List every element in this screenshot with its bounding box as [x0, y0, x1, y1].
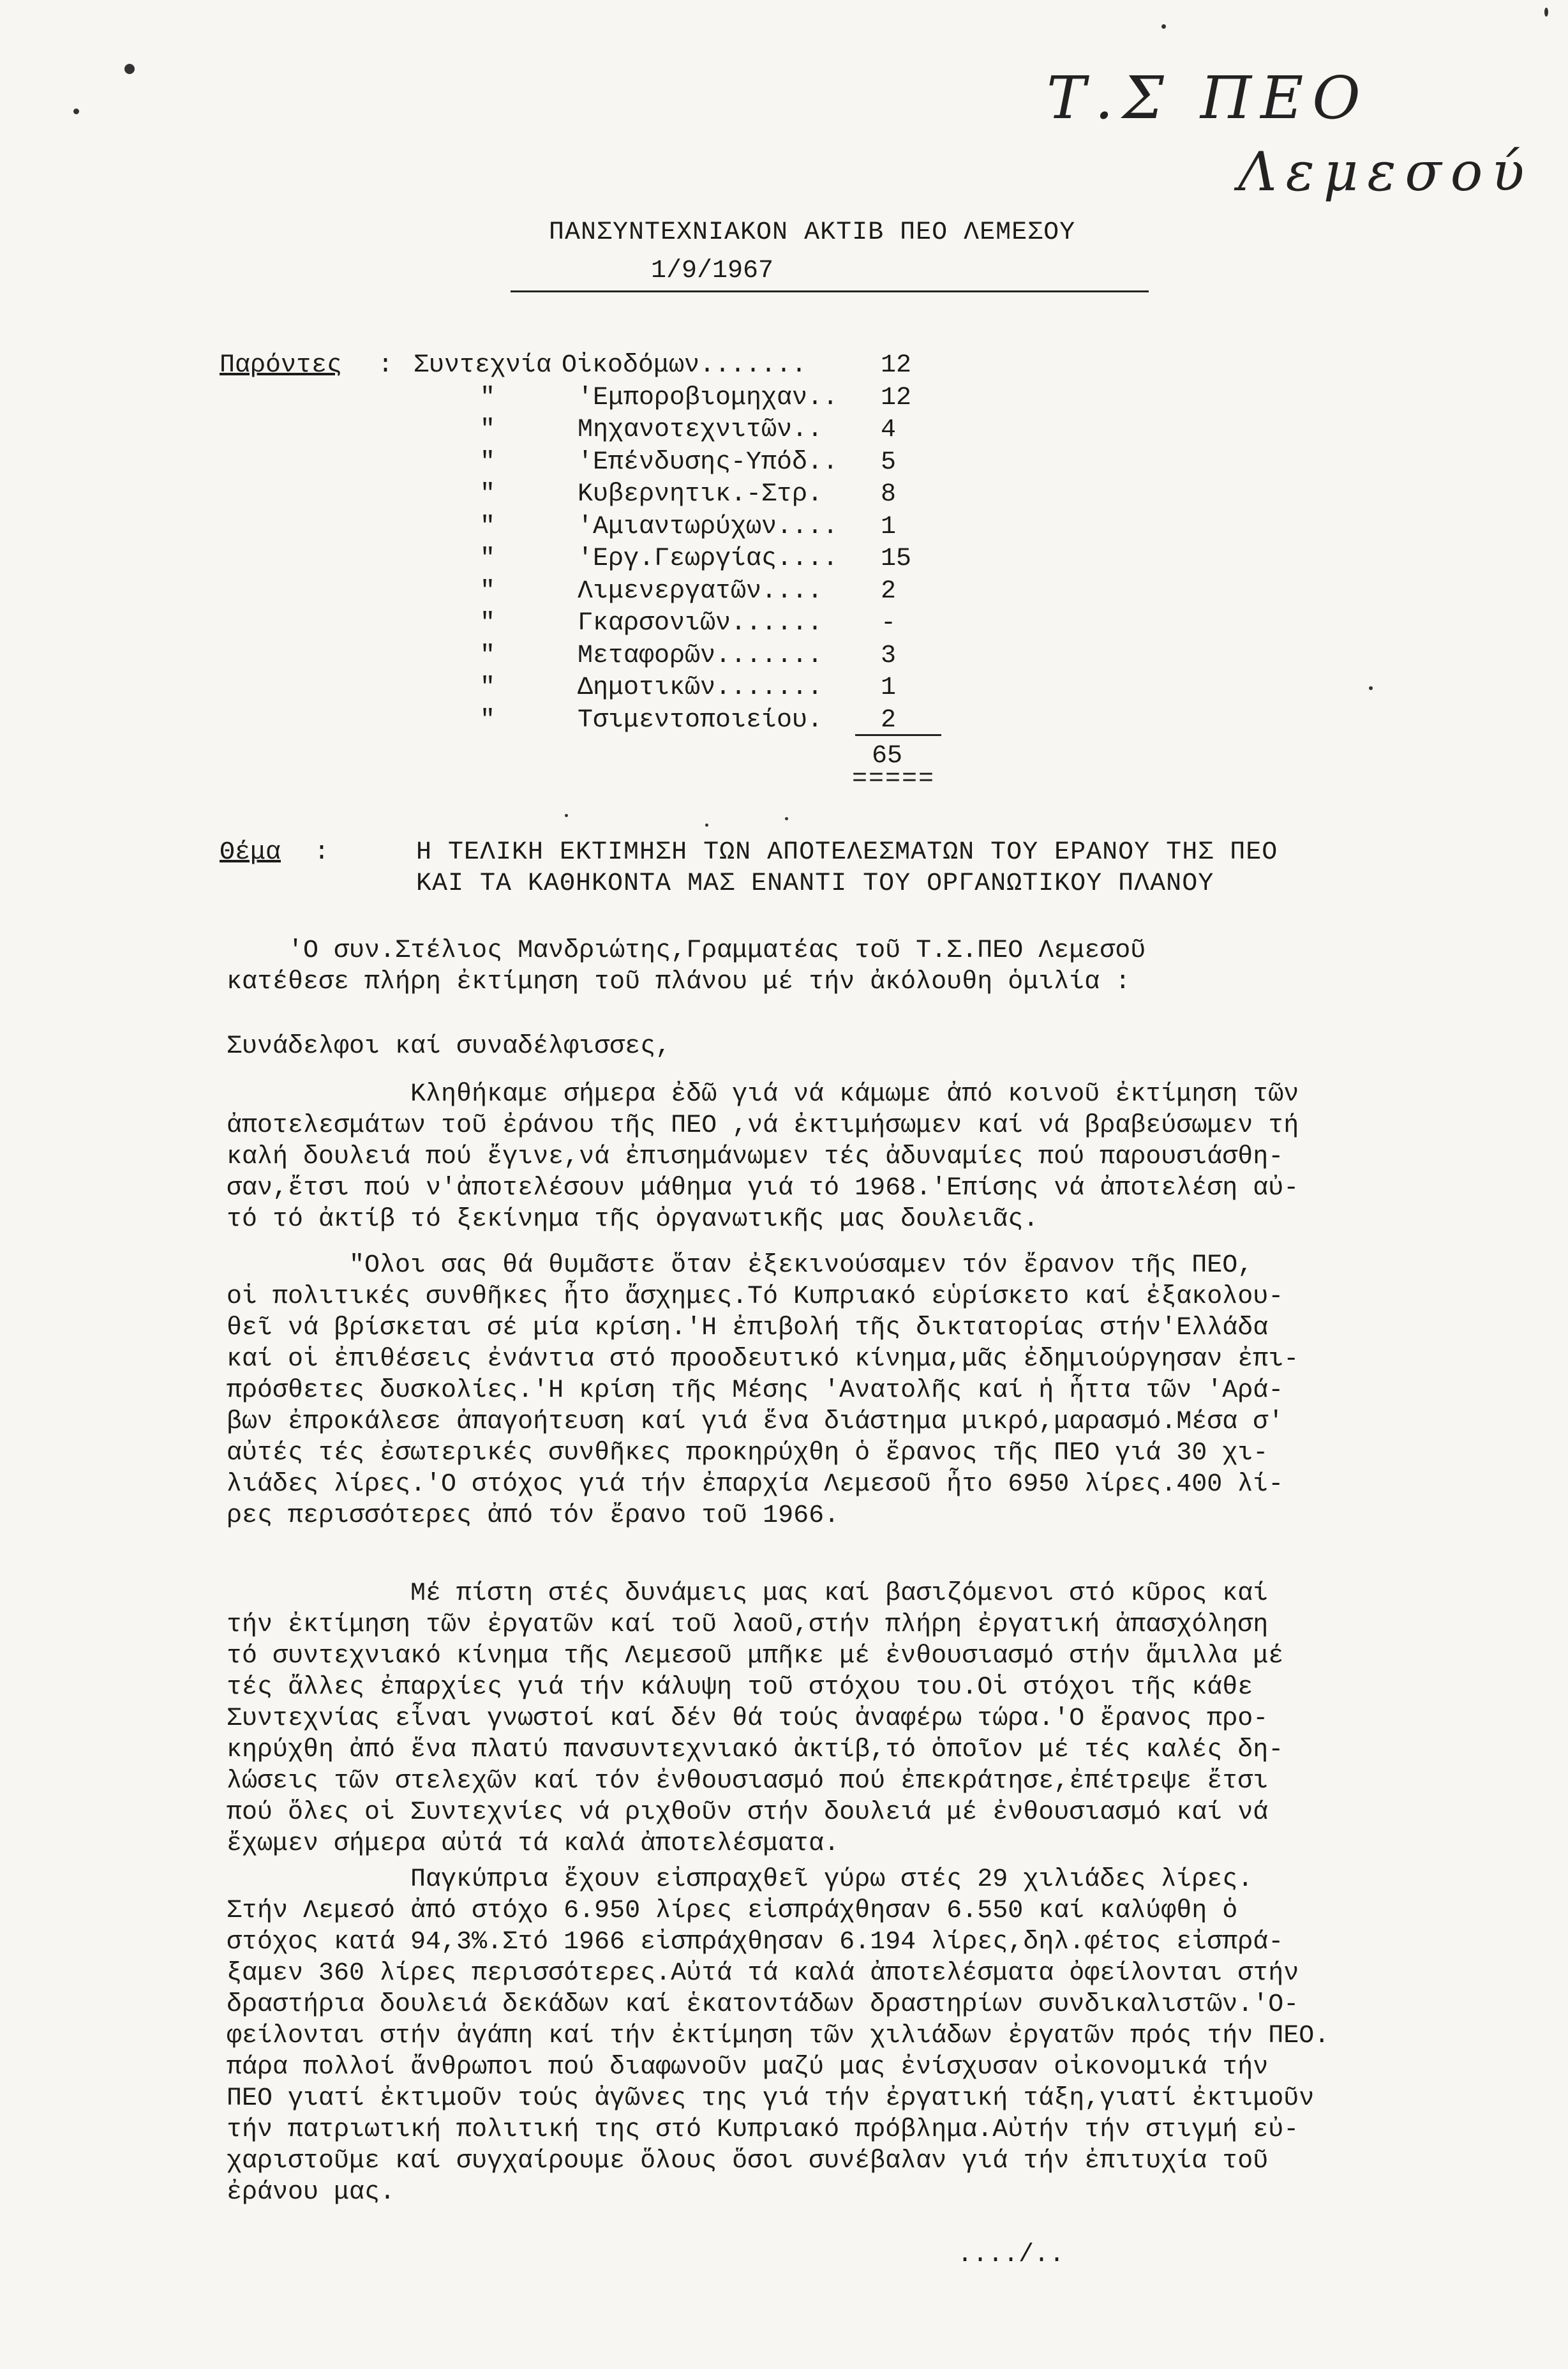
handwritten-note-line1: Τ.Σ ΠΕΟ [1047, 64, 1370, 132]
paragraph-line: τήν ἐκτίμηση τῶν ἐργατῶν καί τοῦ λαοῦ,στήν πλήρη ἐργατική ἀπασχόληση [227, 1611, 1269, 1639]
paragraph-line: οἱ πολιτικές συνθῆκες ἦτο ἄσχημες.Τό Κυπριακό εὑρίσκετο καί ἐξακολου- [227, 1282, 1284, 1311]
union-count: 12 [881, 351, 912, 380]
ditto-mark: " [480, 641, 496, 670]
union-count: 1 [881, 673, 897, 702]
union-count: - [881, 609, 897, 638]
body-paragraph-2 [227, 1250, 1452, 1531]
attendance-total: 65 [872, 742, 903, 771]
union-name: Μεταφορῶν....... [578, 641, 823, 670]
intro-line: 'Ο συν.Στέλιος Μανδριώτης,Γραμματέας τοῦ Τ.Σ.ΠΕΟ Λεμεσοῦ [227, 936, 1146, 965]
greeting [227, 1031, 1452, 1062]
union-count: 12 [881, 383, 912, 412]
paragraph-line: ρες περισσότερες ἀπό τόν ἔρανο τοῦ 1966. [227, 1501, 840, 1530]
document-title: ΠΑΝΣΥΝΤΕΧΝΙΑΚΟΝ ΑΚΤΙΒ ΠΕΟ ΛΕΜΕΣΟΥ [549, 218, 1076, 247]
paragraph-line: Μέ πίστη στές δυνάμεις μας καί βασιζόμενοι στό κῦρος καί [227, 1579, 1269, 1608]
union-count: 2 [881, 705, 897, 735]
scan-speck [1161, 24, 1166, 29]
union-count: 4 [881, 416, 897, 444]
paragraph-line: πού ὅλες οἱ Συντεχνίες νά ριχθοῦν στήν δουλειά μέ ἐνθουσιασμό καί νά [227, 1798, 1269, 1827]
date-underline [511, 290, 1149, 292]
theme-line-2: ΚΑΙ ΤΑ ΚΑΘΗΚΟΝΤΑ ΜΑΣ ΕΝΑΝΤΙ ΤΟΥ ΟΡΓΑΝΩΤΙΚΟΥ ΠΛΑΝΟΥ [416, 869, 1214, 898]
paragraph-line: καί οἱ ἐπιθέσεις ἐνάντια στό προοδευτικό κίνημα,μᾶς ἐδημιούργησαν ἐπι- [227, 1345, 1299, 1374]
union-name: Δημοτικῶν....... [578, 673, 823, 702]
paragraph-line: στόχος κατά 94,3%.Στό 1966 εἰσπράχθησαν 6.194 λίρες,δηλ.φέτος εἰσπρά- [227, 1928, 1284, 1957]
union-name: Μηχανοτεχνιτῶν.. [578, 416, 823, 444]
continuation-mark: ..../.. [957, 2241, 1065, 2269]
paragraph-line: φείλονται στήν ἀγάπη καί τήν ἐκτίμηση τῶν χιλιάδων ἐργατῶν πρός τήν ΠΕΟ. [227, 2022, 1330, 2050]
paragraph-line: βων ἐπροκάλεσε ἀπαγοήτευση καί γιά ἕνα διάστημα μικρό,μαρασμό.Μέσα σ' [227, 1408, 1284, 1436]
paragraph-line: χαριστοῦμε καί συγχαίρουμε ὅλους ὅσοι συνέβαλαν γιά τήν ἐπιτυχία τοῦ [227, 2147, 1269, 2176]
paragraph-line: λιάδες λίρες.'Ο στόχος γιά τήν ἐπαρχία Λεμεσοῦ ἦτο 6950 λίρες.400 λί- [227, 1470, 1284, 1499]
union-name: Τσιμεντοποιείου. [578, 705, 823, 735]
paragraph-line: κηρύχθη ἀπό ἕνα πλατύ πανσυντεχνιακό ἀκτίβ,τό ὁποῖον μέ τές καλές δη- [227, 1736, 1284, 1764]
ditto-mark: " [480, 673, 496, 702]
paragraph-line: Κληθήκαμε σήμερα ἐδῶ γιά νά κάμωμε ἀπό κοινοῦ ἐκτίμηση τῶν [227, 1080, 1299, 1109]
scan-speck [124, 64, 135, 74]
paragraph-line: τό τό ἀκτίβ τό ξεκίνημα τῆς ὀργανωτικῆς μας δουλειᾶς. [227, 1205, 1039, 1234]
paragraph-line: τό συντεχνιακό κίνημα τῆς Λεμεσοῦ μπῆκε μέ ἐνθουσιασμό στήν ἅμιλλα μέ [227, 1642, 1284, 1671]
ditto-mark: " [480, 609, 496, 638]
paragraph-line: ξαμεν 360 λίρες περισσότερες.Αὐτά τά καλά ἀποτελέσματα ὀφείλονται στήν [227, 1959, 1299, 1988]
theme-label: Θέμα [220, 838, 281, 867]
union-count: 5 [881, 447, 897, 477]
paragraph-line: δραστήρια δουλειά δεκάδων καί ἑκατοντάδων δραστηρίων συνδικαλιστῶν.'Ο- [227, 1990, 1299, 2019]
total-rule [855, 734, 941, 736]
ditto-mark: " [480, 383, 496, 412]
ditto-mark: " [480, 480, 496, 509]
union-name: 'Επένδυσης-Υπόδ.. [578, 447, 839, 477]
union-count: 15 [881, 545, 912, 573]
union-name: 'Εργ.Γεωργίας.... [578, 545, 839, 573]
scan-speck [705, 824, 708, 827]
body-paragraph-1 [227, 1079, 1452, 1235]
scan-speck [1369, 686, 1373, 690]
union-name: 'Εμποροβιομηχαν.. [578, 383, 839, 412]
paragraph-line: πρόσθετες δυσκολίες.'Η κρίση τῆς Μέσης 'Ανατολῆς καί ἡ ἧττα τῶν 'Αρά- [227, 1376, 1284, 1405]
paragraph-line: λώσεις τῶν στελεχῶν καί τόν ἐνθουσιασμό πού ἐπεκράτησε,ἐπέτρεψε ἔτσι [227, 1767, 1269, 1796]
ditto-mark: " [480, 545, 496, 573]
paragraph-line: τές ἄλλες ἐπαρχίες γιά τήν κάλυψη τοῦ στόχου του.Οἱ στόχοι τῆς κάθε [227, 1673, 1253, 1702]
union-name: Κυβερνητικ.-Στρ. [578, 480, 823, 509]
paragraph-line: θεῖ νά βρίσκεται σέ μία κρίση.'Η ἐπιβολή τῆς δικτατορίας στήν'Ελλάδα [227, 1314, 1269, 1342]
ditto-mark: " [480, 447, 496, 477]
paragraph-line: "Ολοι σας θά θυμᾶστε ὅταν ἐξεκινούσαμεν τόν ἔρανον τῆς ΠΕΟ, [227, 1251, 1253, 1280]
body-paragraph-3 [227, 1578, 1452, 1860]
scan-speck [565, 814, 568, 817]
union-prefix: Συντεχνία [414, 351, 552, 380]
theme-colon: : [314, 838, 330, 867]
paragraph-line: Συντεχνίας εἶναι γνωστοί καί δέν θά τούς ἀναφέρω τώρα.'Ο ἔρανος προ- [227, 1704, 1269, 1733]
intro-paragraph [227, 935, 1452, 998]
document-date: 1/9/1967 [651, 257, 774, 285]
ditto-mark: " [480, 512, 496, 541]
union-name: Οἰκοδόμων....... [562, 351, 807, 380]
union-count: 8 [881, 480, 897, 509]
paragraph-line: καλή δουλειά πού ἔγινε,νά ἐπισημάνωμεν τές ἀδυναμίες πού παρουσιάσθη- [227, 1143, 1284, 1171]
union-name: Γκαρσονιῶν...... [578, 609, 823, 638]
total-double-underline: ===== [852, 765, 936, 793]
union-count: 3 [881, 641, 897, 670]
paragraph-line: πάρα πολλοί ἄνθρωποι πού διαφωνοῦν μαζύ μας ἐνίσχυσαν οἰκονομικά τήν [227, 2053, 1269, 2082]
union-count: 1 [881, 512, 897, 541]
scan-speck [785, 817, 788, 820]
body-paragraph-4 [227, 1864, 1452, 2208]
paragraph-line: Παγκύπρια ἔχουν εἰσπραχθεῖ γύρω στές 29 χιλιάδες λίρες. [227, 1865, 1253, 1894]
theme-line-1: Η ΤΕΛΙΚΗ ΕΚΤΙΜΗΣΗ ΤΩΝ ΑΠΟΤΕΛΕΣΜΑΤΩΝ ΤΟΥ ΕΡΑΝΟΥ ΤΗΣ ΠΕΟ [416, 838, 1278, 867]
scan-speck [73, 109, 79, 114]
union-count: 2 [881, 576, 897, 606]
scan-speck [1544, 8, 1548, 17]
handwritten-note-line2: Λεμεσού [1238, 140, 1534, 203]
ditto-mark: " [480, 705, 496, 735]
ditto-mark: " [480, 576, 496, 606]
ditto-mark: " [480, 416, 496, 444]
paragraph-line: τήν πατριωτική πολιτική της στό Κυπριακό πρόβλημα.Αὐτήν τήν στιγμή εὐ- [227, 2116, 1299, 2144]
greeting-line: Συνάδελφοι καί συναδέλφισσες, [227, 1032, 671, 1061]
paragraph-line: ἀποτελεσμάτων τοῦ ἐράνου τῆς ΠΕΟ ,νά ἐκτιμήσωμεν καί νά βραβεύσωμεν τή [227, 1111, 1299, 1140]
intro-line: κατέθεσε πλήρη ἐκτίμηση τοῦ πλάνου μέ τήν ἀκόλουθη ὁμιλία : [227, 968, 1131, 996]
paragraph-line: ΠΕΟ γιατί ἐκτιμοῦν τούς ἀγῶνες της γιά τήν ἐργατική τάξη,γιατί ἐκτιμοῦν [227, 2084, 1315, 2113]
paragraph-line: ἔχωμεν σήμερα αὐτά τά καλά ἀποτελέσματα. [227, 1830, 840, 1858]
union-name: 'Αμιαντωρύχων.... [578, 512, 839, 541]
paragraph-line: Στήν Λεμεσό ἀπό στόχο 6.950 λίρες εἰσπράχθησαν 6.550 καί καλύφθη ὁ [227, 1897, 1238, 1925]
paragraph-line: σαν,ἔτσι πού ν'ἀποτελέσουν μάθημα γιά τό 1968.'Επίσης νά ἀποτελέση αὐ- [227, 1174, 1299, 1203]
paragraph-line: ἐράνου μας. [227, 2178, 396, 2207]
present-colon: : [378, 351, 394, 380]
paragraph-line: αὐτές τές ἐσωτερικές συνθῆκες προκηρύχθη ὁ ἔρανος τῆς ΠΕΟ γιά 30 χι- [227, 1439, 1269, 1468]
union-name: Λιμενεργατῶν.... [578, 576, 823, 606]
present-label: Παρόντες [220, 351, 343, 380]
